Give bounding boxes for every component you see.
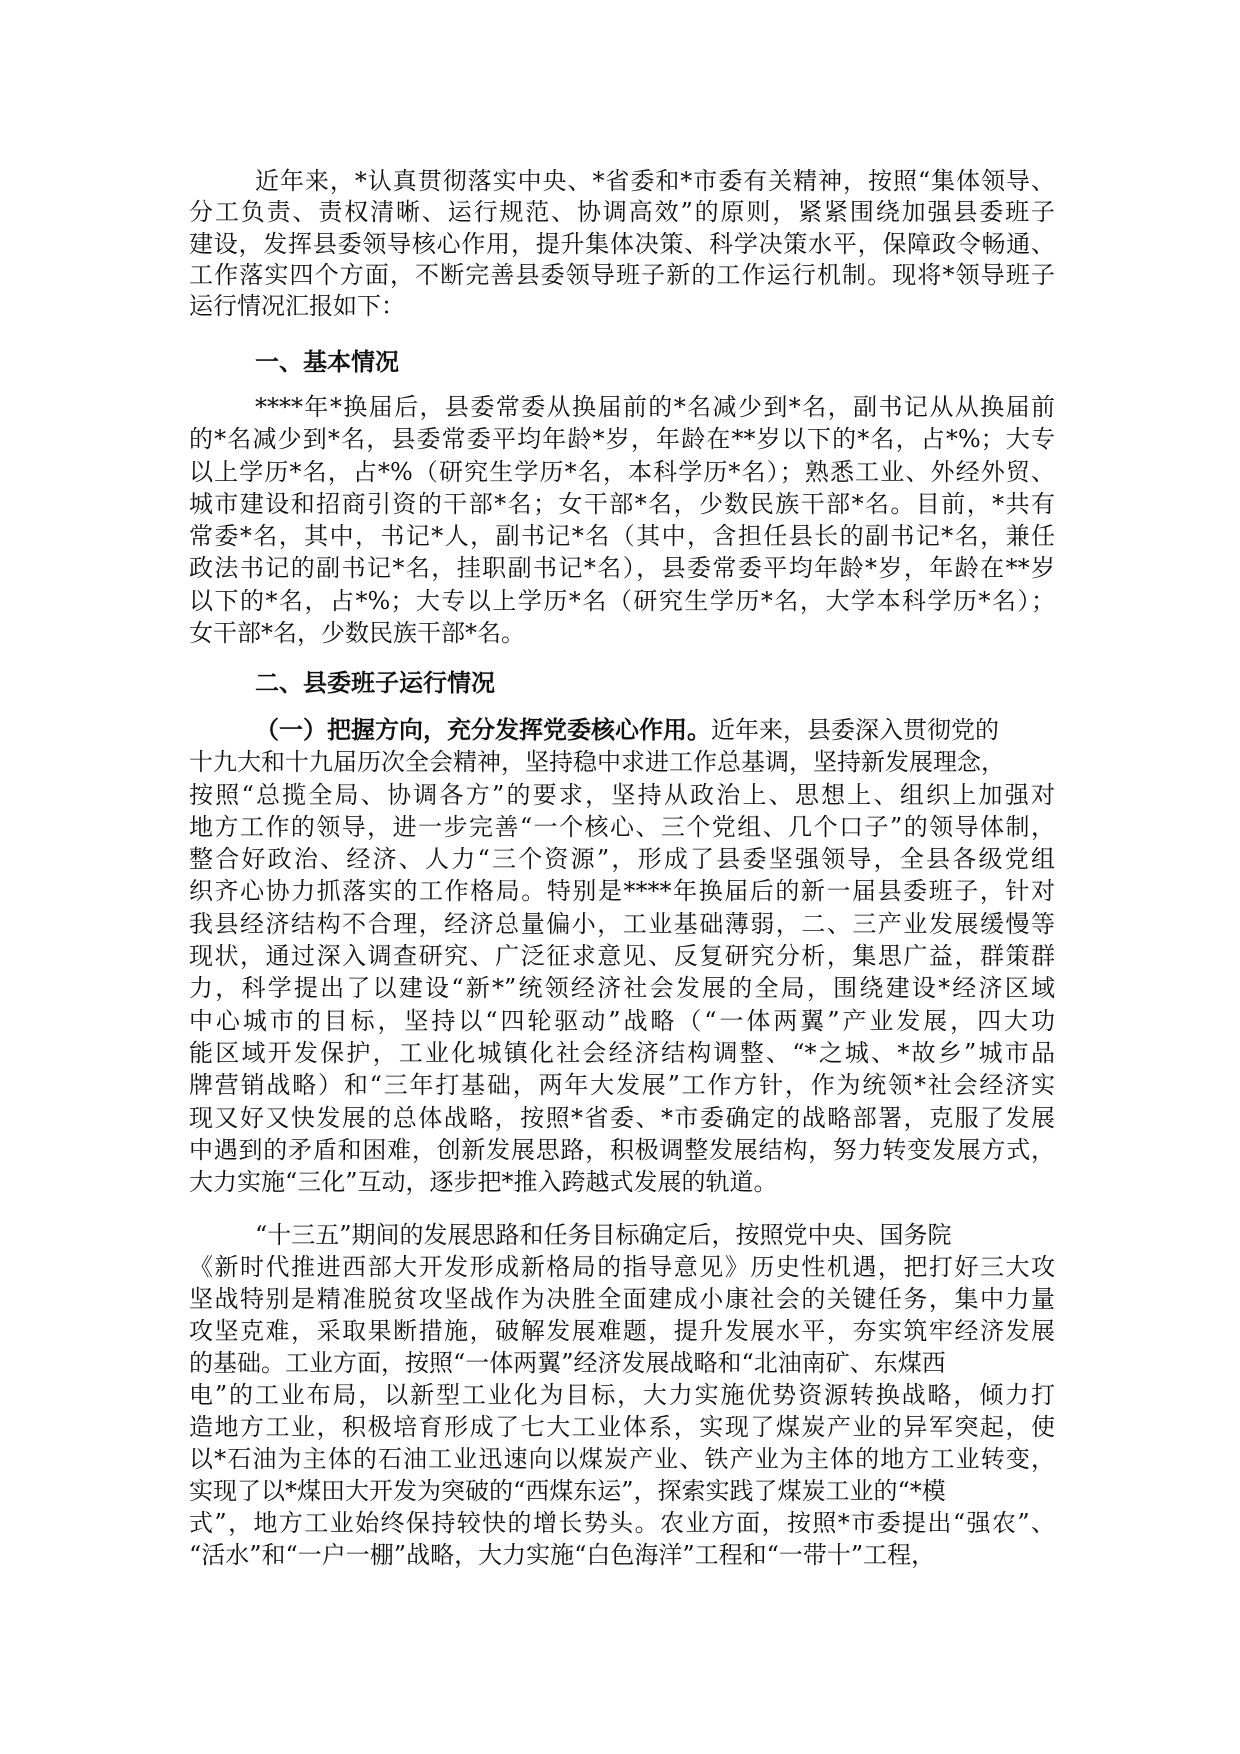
text-line: 地方工作的领导，进一步完善“一个核心、三个党组、几个口子”的领导体制， [189,812,1055,841]
text-line: 牌营销战略）和“三年打基础，两年大发展”工作方针，作为统领*社会经济实 [189,1071,1055,1100]
text-line: 《新时代推进西部大开发形成新格局的指导意见》历史性机遇，把打好三大攻 [189,1253,1055,1281]
section-heading-operation: 二、县委班子运行情况 [255,668,495,697]
text-line: 中心城市的目标，坚持以“四轮驱动”战略（“一体两翼”产业发展，四大功 [189,1006,1055,1035]
text-line: “活水”和“一户一棚”战略，大力实施“白色海洋”工程和“一带十”工程， [189,1541,936,1569]
text-line: 运行情况汇报如下： [189,292,405,321]
text-line: 织齐心协力抓落实的工作格局。特别是****年换届后的新一届县委班子，针对 [189,877,1055,906]
subsection-title: （一）把握方向，充分发挥党委核心作用。 [255,715,711,744]
text-line: 力，科学提出了以建设“新*”统领经济社会发展的全局，围绕建设*经济区域 [189,974,1055,1003]
text-line: 按照“总揽全局、协调各方”的要求，坚持从政治上、思想上、组织上加强对 [189,780,1055,809]
text-line: 现状，通过深入调查研究、广泛征求意见、反复研究分析，集思广益，群策群 [189,942,1055,971]
text-line: 近年来，*认真贯彻落实中央、*省委和*市委有关精神，按照“集体领导、 [255,167,1055,195]
text-line: 造地方工业，积极培育形成了七大工业体系，实现了煤炭产业的异军突起，使 [189,1413,1055,1441]
text-line: 以下的*名，占*%；大专以上学历*名（研究生学历*名，大学本科学历*名）； [189,586,1055,615]
text-line: 我县经济结构不合理，经济总量偏小，工业基础薄弱，二、三产业发展缓慢等 [189,909,1055,938]
basic-situation-paragraph [189,391,1055,649]
text-line: 现又好又快发展的总体战略，按照*省委、*市委确定的战略部署，克服了发展 [189,1103,1055,1132]
text-line: 能区域开发保护，工业化城镇化社会经济结构调整、“*之城、*故乡”城市品 [189,1038,1055,1067]
text-line: ****年*换届后，县委常委从换届前的*名减少到*名，副书记从从换届前 [255,393,1055,421]
text-line: 整合好政治、经济、人力“三个资源”，形成了县委坚强领导，全县各级党组 [189,845,1055,874]
subsection-direction-paragraph [189,714,1055,1198]
text-line: 城市建设和招商引资的干部*名；女干部*名，少数民族干部*名。目前，*共有 [189,489,1055,518]
text-line: 分工负责、责权清晰、运行规范、协调高效”的原则，紧紧围绕加强县委班子 [189,198,1055,227]
text-line: 政法书记的副书记*名，挂职副书记*名），县委常委平均年龄*岁，年龄在**岁 [189,554,1055,583]
text-line: 电”的工业布局，以新型工业化为目标，大力实施优势资源转换战略，倾力打 [189,1381,1055,1409]
text-line [189,714,1055,746]
text-line: 中遇到的矛盾和困难，创新发展思路，积极调整发展结构，努力转变发展方式， [189,1135,1055,1164]
section-heading-basic-situation: 一、基本情况 [255,347,399,376]
text-line: 坚战特别是精准脱贫攻坚战作为决胜全面建成小康社会的关键任务，集中力量 [189,1285,1055,1313]
text-line: 十九大和十九届历次全会精神，坚持稳中求进工作总基调，坚持新发展理念， [189,748,1005,777]
text-line: 的*名减少到*名，县委常委平均年龄*岁，年龄在**岁以下的*名，占*%；大专 [189,425,1055,454]
text-line: 常委*名，其中，书记*人，副书记*名（其中，含担任县长的副书记*名，兼任 [189,522,1055,551]
text-line: 大力实施“三化”互动，逐步把*推入跨越式发展的轨道。 [189,1168,778,1197]
thirteenth-five-year-paragraph [189,1219,1055,1571]
text-line: 实现了以*煤田大开发为突破的“西煤东运”，探索实践了煤炭工业的“*模 [189,1477,946,1505]
text-line: 工作落实四个方面，不断完善县委领导班子新的工作运行机制。现将*领导班子 [189,260,1055,289]
text-line: 以上学历*名，占*%（研究生学历*名，本科学历*名）；熟悉工业、外经外贸、 [189,457,1055,486]
text-run: 近年来，县委深入贯彻党的 [711,716,999,744]
text-line: 式”，地方工业始终保持较快的增长势头。农业方面，按照*市委提出“强农”、 [189,1509,1055,1537]
text-line: 的基础。工业方面，按照“一体两翼”经济发展战略和“北油南矿、东煤西 [189,1349,946,1377]
intro-paragraph [189,166,1055,322]
text-line: “十三五”期间的发展思路和任务目标确定后，按照党中央、国务院 [255,1221,952,1249]
text-line: 建设，发挥县委领导核心作用，提升集体决策、科学决策水平，保障政令畅通、 [189,229,1055,258]
text-line: 攻坚克难，采取果断措施，破解发展难题，提升发展水平，夯实筑牢经济发展 [189,1317,1055,1345]
text-line: 以*石油为主体的石油工业迅速向以煤炭产业、铁产业为主体的地方工业转变， [189,1445,1055,1473]
text-line: 女干部*名，少数民族干部*名。 [189,619,525,648]
